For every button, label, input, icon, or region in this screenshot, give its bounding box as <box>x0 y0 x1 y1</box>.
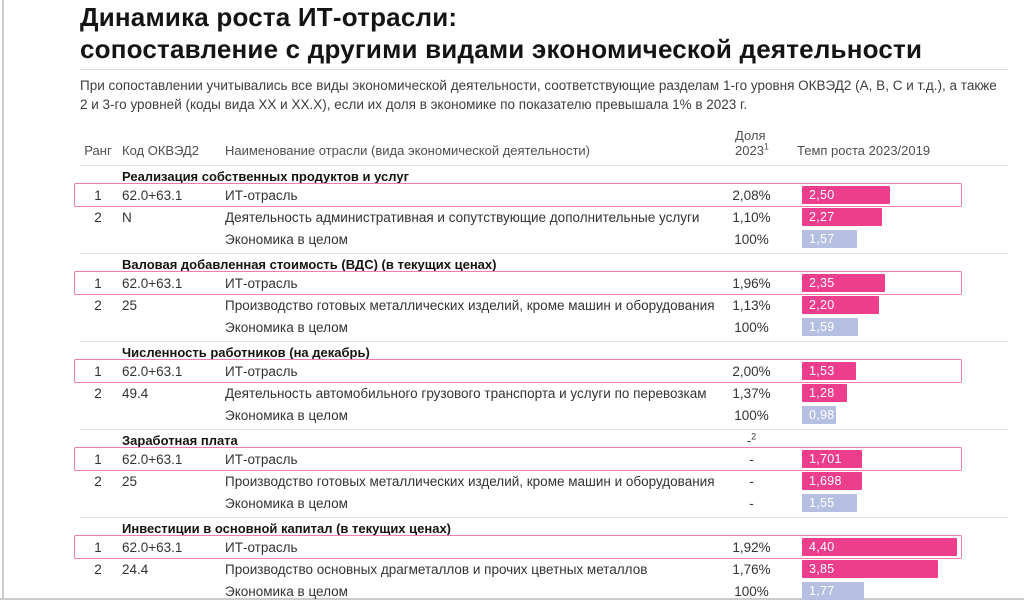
cell-share: - <box>749 473 754 489</box>
title-divider <box>80 69 1008 70</box>
cell-share: 1,96% <box>732 275 771 291</box>
growth-bar <box>802 230 857 248</box>
growth-bar-label: 1,698 <box>809 474 842 488</box>
sections-container <box>74 165 962 602</box>
cell-share: 2,08% <box>732 187 771 203</box>
section-header-row <box>74 166 962 184</box>
table-row <box>74 316 962 338</box>
growth-bar <box>802 406 836 424</box>
title-line-2: сопоставление с другими видами экономической деятельности <box>80 34 923 64</box>
cell-name: ИТ-отрасль <box>225 451 298 467</box>
growth-bar <box>802 208 882 226</box>
col-header-name: Наименование отрасли (вида экономической деятельности) <box>225 143 590 158</box>
growth-bar <box>802 538 957 556</box>
growth-bar-label: 2,27 <box>809 210 835 224</box>
cell-name: Экономика в целом <box>225 319 348 335</box>
growth-bar-label: 2,35 <box>809 276 835 290</box>
section-title: Заработная плата <box>122 433 238 448</box>
cell-name: ИТ-отрасль <box>225 187 298 203</box>
share-header-line1: Доля <box>735 128 766 143</box>
section-rows <box>74 448 962 514</box>
cell-rank: 2 <box>94 561 102 577</box>
cell-rank: 2 <box>94 209 102 225</box>
growth-bar-label: 1,28 <box>809 386 835 400</box>
table-row <box>74 382 962 404</box>
cell-share: 1,92% <box>732 539 771 555</box>
cell-rank: 2 <box>94 473 102 489</box>
section-rows <box>74 184 962 250</box>
table-row <box>74 470 962 492</box>
cell-share: 2,00% <box>732 363 771 379</box>
cell-share: 100% <box>734 407 769 423</box>
growth-bar <box>802 494 857 512</box>
cell-share: 1,13% <box>732 297 771 313</box>
cell-share: 1,37% <box>732 385 771 401</box>
growth-bar <box>802 274 885 292</box>
cell-code: 62.0+63.1 <box>122 187 183 203</box>
section-header-row <box>74 342 962 360</box>
cell-share: 1,10% <box>732 209 771 225</box>
cell-name: Экономика в целом <box>225 583 348 599</box>
metric-section <box>74 429 962 514</box>
share-note-dash: - <box>746 433 752 448</box>
cell-share: 1,76% <box>732 561 771 577</box>
growth-bar-label: 2,20 <box>809 298 835 312</box>
cell-code: 62.0+63.1 <box>122 363 183 379</box>
growth-table <box>74 128 962 602</box>
cell-name: ИТ-отрасль <box>225 363 298 379</box>
page-subtitle: При сопоставлении учитывались все виды экономической деятельности, соответствующие разделам 1-го уровня ОКВЭД2 (A, B, C и т.д.), а также 2 и 3-го уровней (коды вида XX и XX.X), если их доля в экономике по показателю превышала 1% в 2023 г. <box>80 78 997 112</box>
table-row <box>74 206 962 228</box>
cell-code: 62.0+63.1 <box>122 451 183 467</box>
cell-name: Производство готовых металлических изделий, кроме машин и оборудования <box>225 297 715 313</box>
cell-name: Производство готовых металлических изделий, кроме машин и оборудования <box>225 473 715 489</box>
window-edge-left <box>2 0 4 600</box>
cell-code: 25 <box>122 473 138 489</box>
report-page <box>80 0 1012 602</box>
growth-bar-label: 1,57 <box>809 232 835 246</box>
section-rows <box>74 360 962 426</box>
growth-bar <box>802 384 847 402</box>
metric-section <box>74 341 962 426</box>
table-row <box>74 536 962 558</box>
growth-bar <box>802 318 858 336</box>
section-header-row <box>74 430 962 448</box>
section-header-row <box>74 254 962 272</box>
growth-bar-label: 2,50 <box>809 188 835 202</box>
table-row <box>74 184 962 206</box>
table-row <box>74 558 962 580</box>
cell-name: Экономика в целом <box>225 495 348 511</box>
table-row <box>74 272 962 294</box>
cell-share: - <box>749 451 754 467</box>
cell-name: Деятельность автомобильного грузового транспорта и услуги по перевозкам <box>225 385 707 401</box>
share-header-line2: 2023 <box>735 143 764 158</box>
growth-bar <box>802 472 862 490</box>
share-header-footnote-mark: 1 <box>763 141 769 152</box>
cell-name: Производство основных драгметаллов и прочих цветных металлов <box>225 561 648 577</box>
cell-name: ИТ-отрасль <box>225 275 298 291</box>
cell-rank: 2 <box>94 297 102 313</box>
growth-bar <box>802 296 879 314</box>
cell-share: 100% <box>734 319 769 335</box>
cell-share: 100% <box>734 231 769 247</box>
growth-bar-label: 1,53 <box>809 364 835 378</box>
cell-name: Деятельность административная и сопутствующие дополнительные услуги <box>225 209 700 225</box>
cell-share: - <box>749 495 754 511</box>
section-title: Валовая добавленная стоимость (ВДС) (в текущих ценах) <box>122 257 497 272</box>
growth-bar <box>802 560 938 578</box>
section-title: Реализация собственных продуктов и услуг <box>122 169 410 184</box>
growth-bar <box>802 186 890 204</box>
col-header-share <box>725 128 778 158</box>
cell-name: ИТ-отрасль <box>225 539 298 555</box>
section-title: Инвестиции в основной капитал (в текущих ценах) <box>122 521 452 536</box>
growth-bar-label: 4,40 <box>809 540 835 554</box>
section-rows <box>74 272 962 338</box>
growth-bar <box>802 362 856 380</box>
cell-code: N <box>122 209 132 225</box>
table-row <box>74 492 962 514</box>
cell-rank: 1 <box>94 275 102 291</box>
cell-rank: 1 <box>94 187 102 203</box>
growth-bar-label: 0,98 <box>809 408 835 422</box>
col-header-rank: Ранг <box>84 143 112 158</box>
col-header-growth: Темп роста 2023/2019 <box>797 143 931 158</box>
cell-rank: 1 <box>94 451 102 467</box>
growth-bar-label: 1,77 <box>809 584 835 598</box>
section-rows <box>74 536 962 602</box>
section-share-note <box>725 433 778 448</box>
cell-rank: 1 <box>94 363 102 379</box>
page-title <box>80 1 1012 65</box>
table-row <box>74 360 962 382</box>
growth-bar-label: 1,55 <box>809 496 835 510</box>
cell-code: 24.4 <box>122 561 149 577</box>
table-row <box>74 404 962 426</box>
metric-section <box>74 165 962 250</box>
cell-code: 62.0+63.1 <box>122 275 183 291</box>
table-header-row <box>74 128 962 162</box>
share-note-footnote-mark: 2 <box>751 431 757 442</box>
cell-rank: 2 <box>94 385 102 401</box>
cell-code: 25 <box>122 297 138 313</box>
section-header-row <box>74 518 962 536</box>
cell-code: 49.4 <box>122 385 149 401</box>
cell-share: 100% <box>734 583 769 599</box>
cell-rank: 1 <box>94 539 102 555</box>
col-header-code: Код ОКВЭД2 <box>122 143 200 158</box>
growth-bar-label: 1,59 <box>809 320 835 334</box>
growth-bar <box>802 450 862 468</box>
cell-code: 62.0+63.1 <box>122 539 183 555</box>
table-row <box>74 448 962 470</box>
table-row <box>74 580 962 602</box>
cell-name: Экономика в целом <box>225 231 348 247</box>
metric-section <box>74 517 962 602</box>
growth-bar <box>802 582 864 600</box>
table-row <box>74 228 962 250</box>
table-row <box>74 294 962 316</box>
growth-bar-label: 3,85 <box>809 562 835 576</box>
metric-section <box>74 253 962 338</box>
title-line-1: Динамика роста ИТ-отрасли: <box>80 2 458 32</box>
growth-bar-label: 1,701 <box>809 452 842 466</box>
section-title: Численность работников (на декабрь) <box>122 345 370 360</box>
cell-name: Экономика в целом <box>225 407 348 423</box>
